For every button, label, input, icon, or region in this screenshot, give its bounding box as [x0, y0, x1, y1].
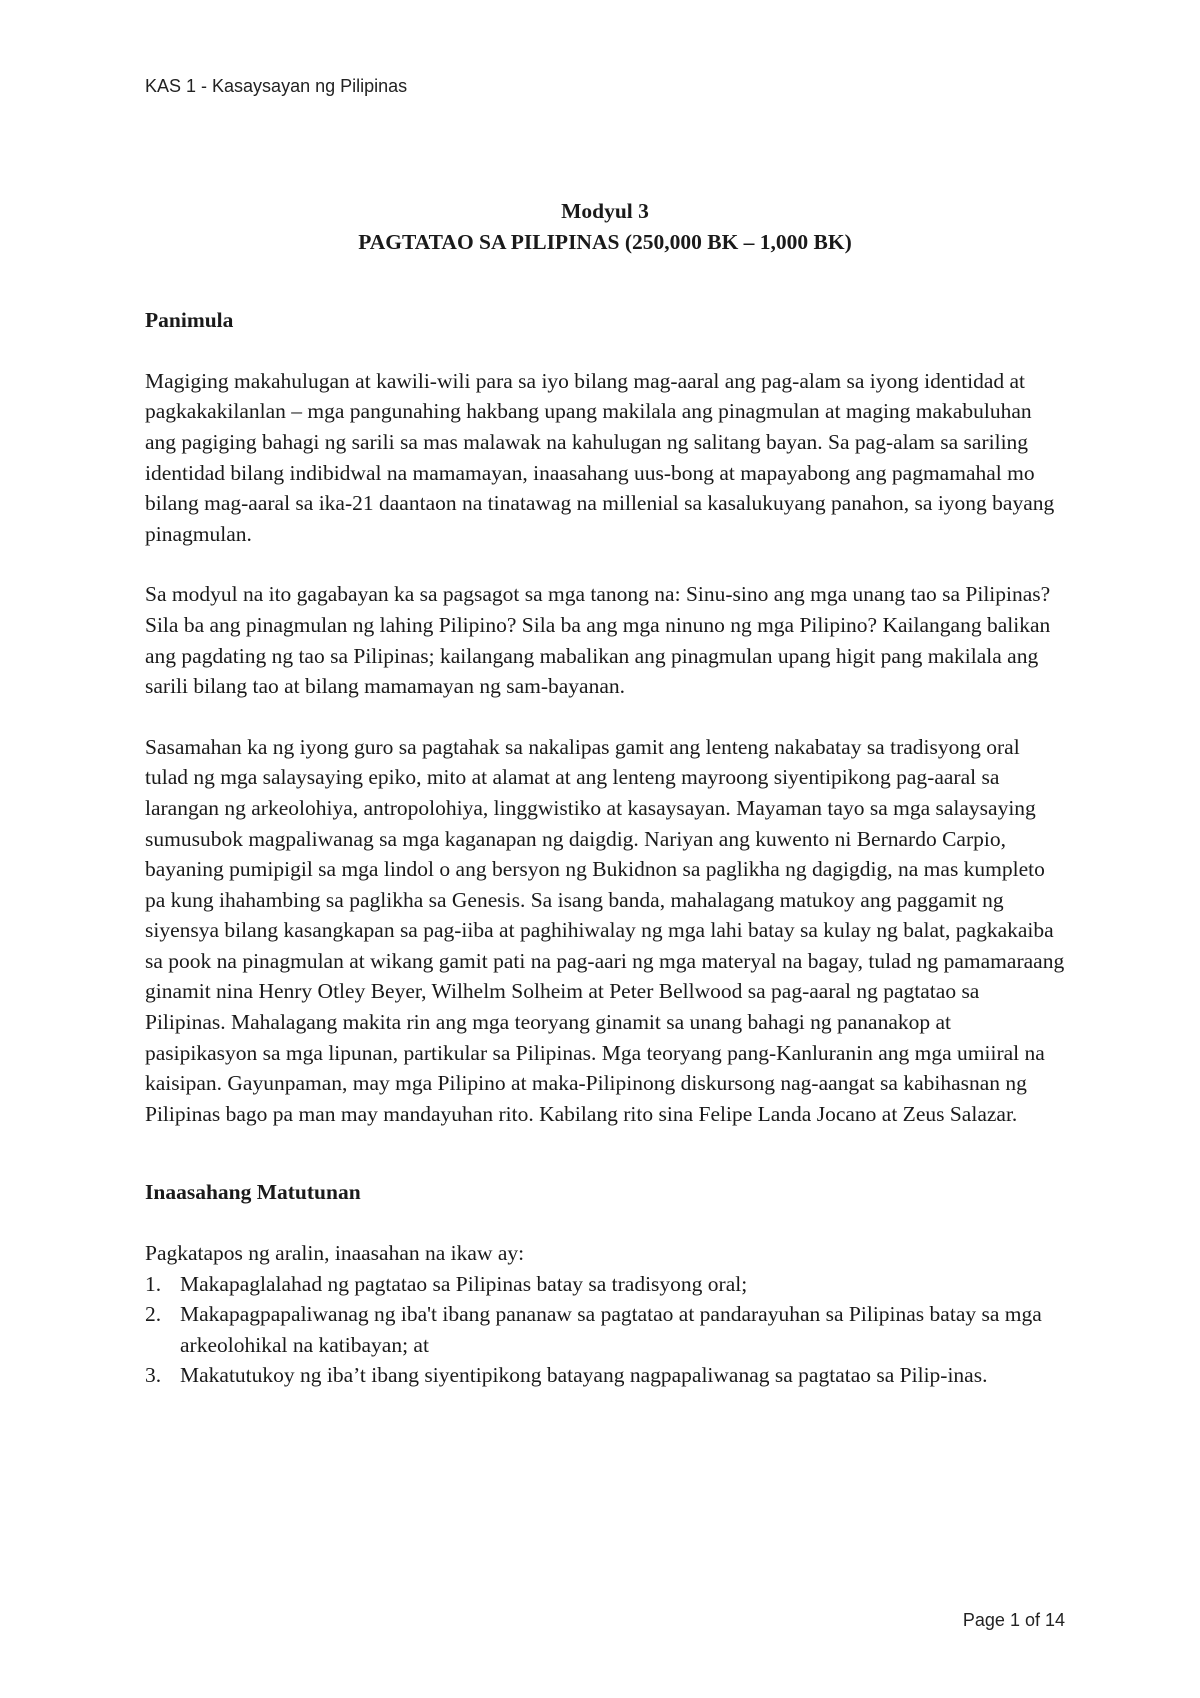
document-body [145, 196, 1065, 1391]
intro-paragraph-2: Sa modyul na ito gagabayan ka sa pagsagot sa mga tanong na: Sinu-sino ang mga unang tao sa Pilipinas? Sila ba ang pinagmulan ng lahing Pilipino? Sila ba ang mga ninuno ng mga Pilipino? Kailangang balikan ang pagdating ng tao sa Pilipinas; kailangang mabalikan ang pinagmulan upang higit pang makilala ang sarili bilang tao at bilang mamamayan ng sam-bayanan. [145, 582, 1051, 699]
outcomes-lead: Pagkatapos ng aralin, inaasahan na ikaw ay: [145, 1241, 525, 1266]
intro-paragraph-3: Sasamahan ka ng iyong guro sa pagtahak sa nakalipas gamit ang lenteng nakabatay sa tradisyong oral tulad ng mga salaysaying epiko, mito at alamat at ang lenteng mayroong siyentipikong pag-aaral sa larangan ng arkeolohiya, antropolohiya, linggwistiko at kasaysayan. Mayaman tayo sa mga salaysaying sumusubok magpaliwanag sa mga kaganapan ng daigdig. Nariyan ang kuwento ni Bernardo Carpio, bayaning pumipigil sa mga lindol o ang bersyon ng Bukidnon sa paglikha ng dagigdig, na mas kumpleto pa kung ihahambing sa paglikha sa Genesis. Sa isang banda, mahalagang matukoy ang paggamit ng siyensya bilang kasangkapan sa pag-iiba at paghihiwalay ng mga lahi batay sa kulay ng balat, pagkakaiba sa pook na pinagmulan at wikang gamit pati na pag-aari ng mga materyal na bagay, tulad ng pamamaraang ginamit nina Henry Otley Beyer, Wilhelm Solheim at Peter Bellwood sa pag-aaral ng pagtatao sa Pilipinas. Mahalagang makita rin ang mga teoryang ginamit sa unang bahagi ng pananakop at pasipikasyon sa mga lipunan, partikular sa Pilipinas. Mga teoryang pang-Kanluranin ang mga umiiral na kaisipan. Gayunpaman, may mga Pilipino at maka-Pilipinong diskursong nag-aangat sa kabihasnan ng Pilipinas bago pa man may mandayuhan rito. Kabilang rito sina Felipe Landa Jocano at Zeus Salazar. [145, 734, 1065, 1126]
list-item [145, 1269, 1065, 1300]
list-item-number: 2. [145, 1302, 162, 1327]
outcomes-section [145, 1177, 1065, 1391]
list-item [145, 1360, 1065, 1391]
list-item-number: 1. [145, 1271, 162, 1296]
list-item-text: Makatutukoy ng iba’t ibang siyentipikong batayang nagpapaliwanag sa pagtatao sa Pilip-inas. [180, 1363, 988, 1388]
intro-heading: Panimula [145, 308, 234, 333]
list-item-text: Makapaglalahad ng pagtatao sa Pilipinas batay sa tradisyong oral; [180, 1271, 748, 1296]
running-header: KAS 1 - Kasaysayan ng Pilipinas [145, 76, 408, 96]
list-item [145, 1299, 1065, 1360]
module-title: PAGTATAO SA PILIPINAS (250,000 BK – 1,000 BK) [358, 229, 852, 254]
intro-paragraph-1: Magiging makahulugan at kawili-wili para sa iyo bilang mag-aaral ang pag-alam sa iyong identidad at pagkakakilanlan – mga pangunahing hakbang upang makilala ang pinagmulan at maging makabuluhan ang pagiging bahagi ng sarili sa mas malawak na kahulugan ng salitang bayan. Sa pag-alam sa sariling identidad bilang indibidwal na mamamayan, inaasahang uus-bong at mapayabong ang pagmamahal mo bilang mag-aaral sa ika-21 daantaon na tinatawag na millenial sa kasalukuyang panahon, sa iyong bayang pinagmulan. [145, 368, 1055, 546]
outcomes-heading: Inaasahang Matutunan [145, 1180, 361, 1205]
page-number: Page 1 of 14 [962, 1610, 1065, 1630]
list-item-number: 3. [145, 1363, 162, 1388]
module-number: Modyul 3 [561, 199, 649, 223]
intro-section [145, 305, 1065, 1129]
list-item-text: Makapagpapaliwanag ng iba't ibang pananaw sa pagtatao at pandarayuhan sa Pilipinas batay sa mga arkeolohikal na katibayan; at [180, 1302, 1042, 1357]
outcomes-list [145, 1269, 1065, 1391]
